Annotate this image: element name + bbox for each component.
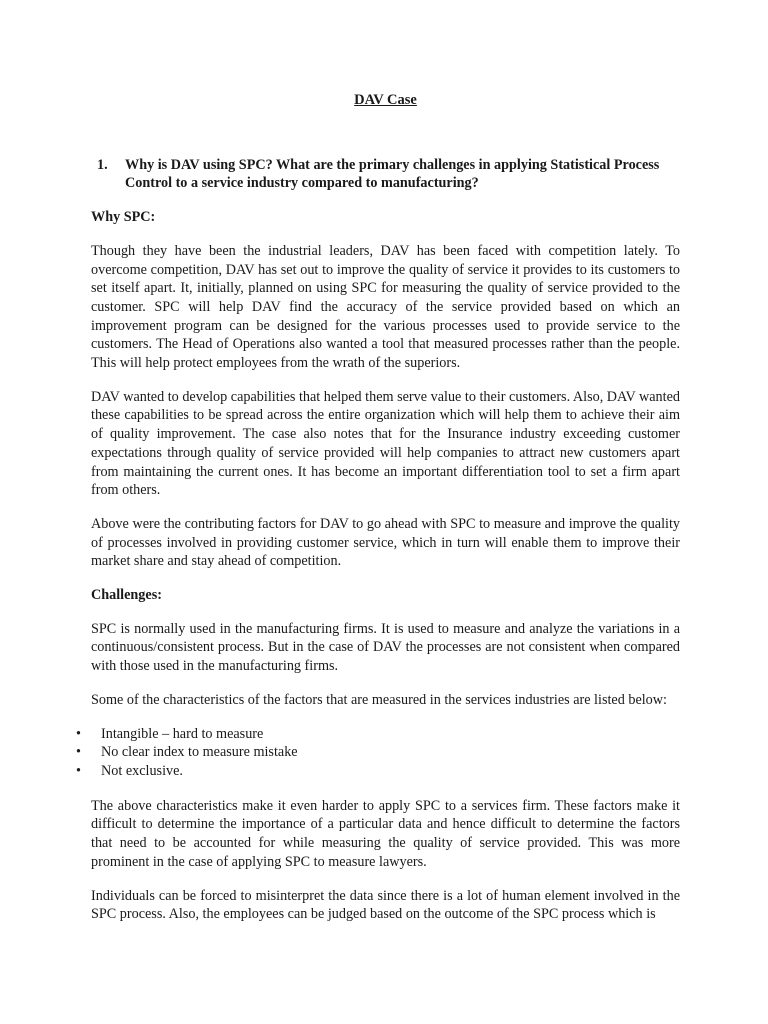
list-item [76, 743, 680, 762]
bullet-icon: • [76, 744, 81, 761]
question-1 [91, 156, 680, 193]
challenges-closing-paragraph-2: Individuals can be forced to misinterpret the data since there is a lot of human element involved in the SPC process. Also, the employees can be judged based on the outcome of the SPC process which is [91, 887, 680, 923]
list-item-text: Intangible – hard to measure [101, 725, 264, 742]
list-item-text: No clear index to measure mistake [101, 744, 298, 761]
bullet-icon: • [76, 762, 81, 779]
question-number: 1. [97, 156, 108, 173]
why-spc-heading: Why SPC: [91, 209, 156, 226]
why-spc-paragraph-1: Though they have been the industrial leaders, DAV has been faced with competition lately. To overcome competition, DAV has set out to improve the quality of service it provides to its customers to set itself apart. It, initially, planned on using SPC for measuring the quality of service provided to the customer. SPC will help DAV find the accuracy of the service provided based on which an improvement program can be designed for the various processes used to provide service to the customers. The Head of Operations also wanted a tool that measured processes rather than the people. This will help protect employees from the wrath of the superiors. [91, 242, 680, 372]
list-item [76, 725, 680, 744]
challenges-paragraph-1: SPC is normally used in the manufacturing firms. It is used to measure and analyze the variations in a continuous/consistent process. But in the case of DAV the processes are not consistent when compared with those used in the manufacturing firms. [91, 620, 680, 675]
why-spc-paragraph-3: Above were the contributing factors for DAV to go ahead with SPC to measure and improve the quality of processes involved in providing customer service, which in turn will enable them to improve their market share and stay ahead of competition. [91, 515, 680, 570]
characteristics-list [76, 725, 680, 781]
challenges-heading: Challenges: [91, 587, 162, 604]
question-text: Why is DAV using SPC? What are the primary challenges in applying Statistical Process Control to a service industry compared to manufacturing? [125, 156, 660, 192]
document-title: DAV Case [354, 92, 417, 108]
why-spc-paragraph-2: DAV wanted to develop capabilities that helped them serve value to their customers. Also, DAV wanted these capabilities to be spread across the entire organization which will help them to achieve their aim of quality improvement. The case also notes that for the Insurance industry exceeding customer expectations through quality of service provided will help companies to attract new customers apart from maintaining the current ones. It has become an important differentiation tool to set a firm apart from others. [91, 388, 680, 499]
challenges-closing-paragraph-1: The above characteristics make it even harder to apply SPC to a services firm. These factors make it difficult to determine the importance of a particular data and hence difficult to determine the factors that need to be accounted for while measuring the quality of service provided. This was more prominent in the case of applying SPC to measure lawyers. [91, 797, 680, 870]
list-item-text: Not exclusive. [101, 762, 183, 779]
bullet-icon: • [76, 725, 81, 742]
challenges-paragraph-2: Some of the characteristics of the factors that are measured in the services industries are listed below: [91, 691, 667, 708]
list-item [76, 762, 680, 781]
